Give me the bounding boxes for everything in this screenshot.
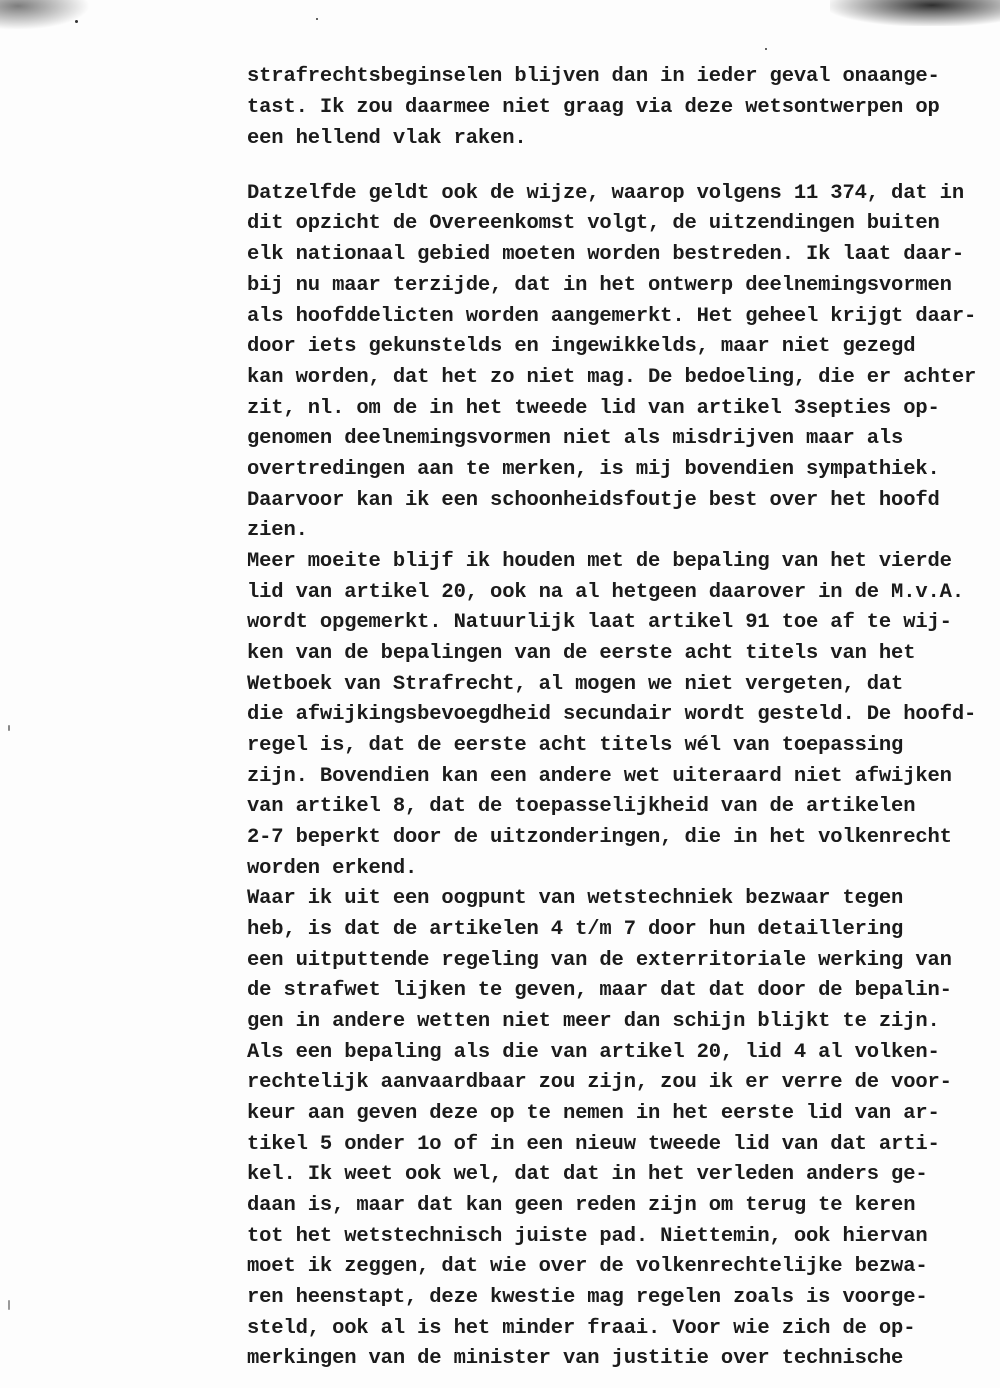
text-line: ken van de bepalingen van de eerste acht titels van het — [247, 642, 916, 665]
text-line: Daarvoor kan ik een schoonheidsfoutje best over het hoofd — [247, 489, 940, 512]
text-line: 2-7 beperkt door de uitzonderingen, die in het volkenrecht — [247, 826, 952, 849]
text-line: elk nationaal gebied moeten worden bestreden. Ik laat daar- — [247, 243, 964, 266]
text-line: wordt opgemerkt. Natuurlijk laat artikel 91 toe af te wij- — [247, 611, 952, 634]
text-line: Als een bepaling als die van artikel 20, lid 4 al volken- — [247, 1041, 940, 1064]
text-line: dit opzicht de Overeenkomst volgt, de uitzendingen buiten — [247, 212, 940, 235]
text-line: daan is, maar dat kan geen reden zijn om terug te keren — [247, 1194, 916, 1217]
text-line: zijn. Bovendien kan een andere wet uiteraard niet afwijken — [247, 765, 952, 788]
text-line: lid van artikel 20, ook na al hetgeen daarover in de M.v.A. — [247, 581, 964, 604]
text-line: bij nu maar terzijde, dat in het ontwerp deelnemingsvormen — [247, 274, 952, 297]
text-line: heb, is dat de artikelen 4 t/m 7 door hun detaillering — [247, 918, 904, 941]
text-line: gen in andere wetten niet meer dan schijn blijkt te zijn. — [247, 1010, 940, 1033]
text-line: kan worden, dat het zo niet mag. De bedoeling, die er achter — [247, 366, 977, 389]
text-line: merkingen van de minister van justitie over technische — [247, 1347, 904, 1370]
text-line: ren heenstapt, deze kwestie mag regelen zoals is voorge- — [247, 1286, 928, 1309]
text-line: Waar ik uit een oogpunt van wetstechniek bezwaar tegen — [247, 887, 904, 910]
text-line: worden erkend. — [247, 857, 418, 880]
text-line: strafrechtsbeginselen blijven dan in ieder geval onaange- — [247, 65, 940, 88]
text-line: zit, nl. om de in het tweede lid van artikel 3septies op- — [247, 397, 940, 420]
text-line: tikel 5 onder 1o of in een nieuw tweede lid van dat arti- — [247, 1133, 940, 1156]
text-line: keur aan geven deze op te nemen in het eerste lid van ar- — [247, 1102, 940, 1125]
text-line: als hoofddelicten worden aangemerkt. Het geheel krijgt daar- — [247, 305, 977, 328]
text-line: steld, ook al is het minder fraai. Voor wie zich de op- — [247, 1317, 916, 1340]
text-line: door iets gekunstelds en ingewikkelds, maar niet gezegd — [247, 335, 916, 358]
text-line: van artikel 8, dat de toepasselijkheid van de artikelen — [247, 795, 916, 818]
text-line: kel. Ik weet ook wel, dat dat in het verleden anders ge- — [247, 1163, 928, 1186]
text-line: regel is, dat de eerste acht titels wél van toepassing — [247, 734, 904, 757]
text-line: overtredingen aan te merken, is mij bovendien sympathiek. — [247, 458, 940, 481]
text-line: moet ik zeggen, dat wie over de volkenrechtelijke bezwa- — [247, 1255, 928, 1278]
text-line: die afwijkingsbevoegdheid secundair wordt gesteld. De hoofd- — [247, 703, 977, 726]
text-line: tast. Ik zou daarmee niet graag via deze wetsontwerpen op — [247, 96, 940, 119]
text-line: rechtelijk aanvaardbaar zou zijn, zou ik er verre de voor- — [247, 1071, 952, 1094]
text-line: een hellend vlak raken. — [247, 127, 527, 150]
text-line: tot het wetstechnisch juiste pad. Niettemin, ook hiervan — [247, 1225, 928, 1248]
text-line: de strafwet lijken te geven, maar dat dat door de bepalin- — [247, 979, 952, 1002]
text-line: genomen deelnemingsvormen niet als misdrijven maar als — [247, 427, 904, 450]
text-line: Meer moeite blijf ik houden met de bepaling van het vierde — [247, 550, 952, 573]
text-line: zien. — [247, 519, 308, 542]
text-line: Wetboek van Strafrecht, al mogen we niet vergeten, dat — [247, 673, 904, 696]
text-line: Datzelfde geldt ook de wijze, waarop volgens 11 374, dat in — [247, 182, 964, 205]
text-line: een uitputtende regeling van de exterritoriale werking van — [247, 949, 952, 972]
